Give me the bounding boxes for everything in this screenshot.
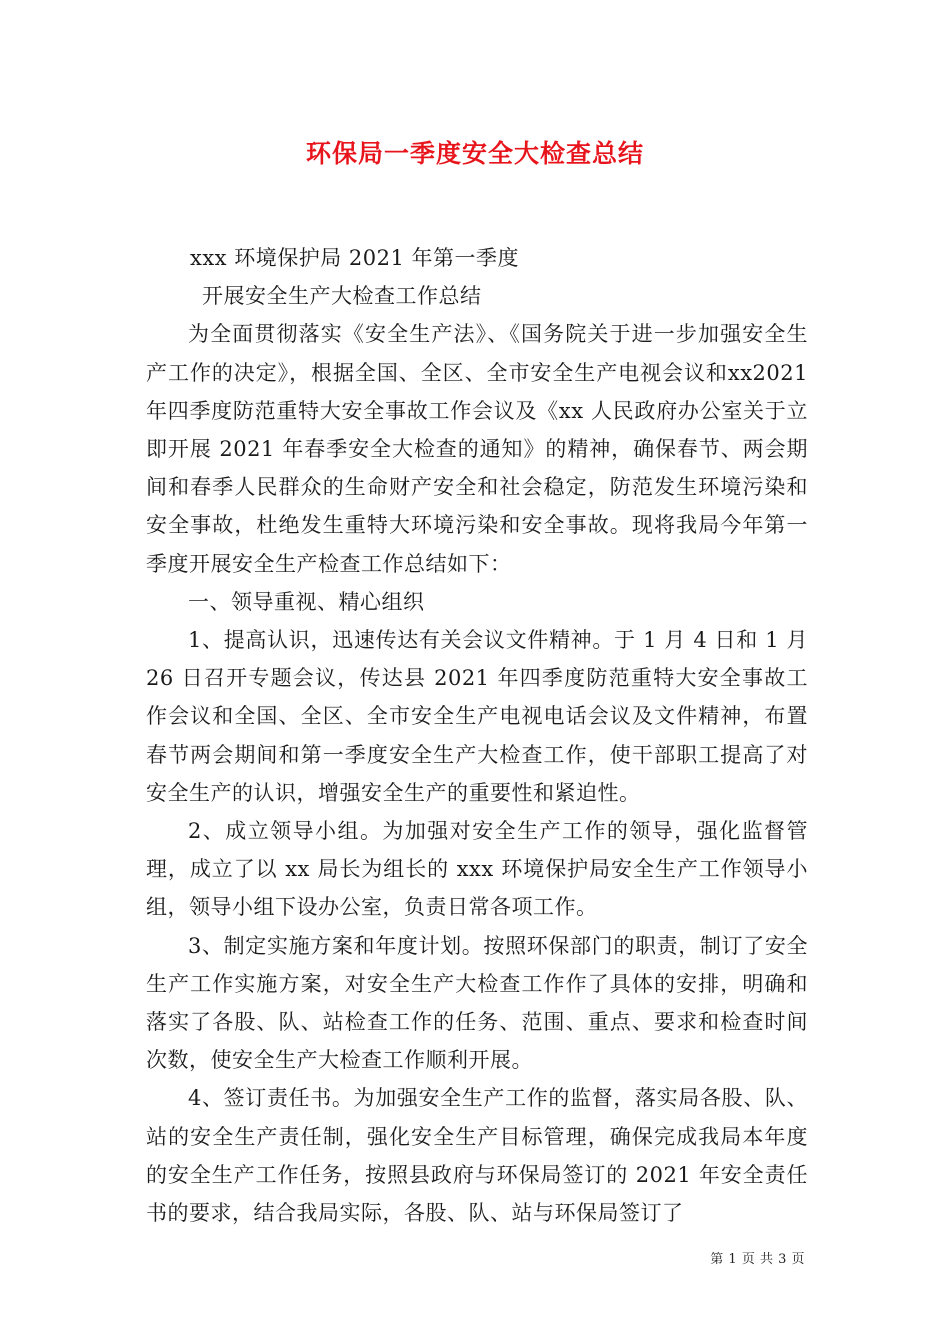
paragraph: 4、签订责任书。为加强安全生产工作的监督，落实局各股、队、站的安全生产责任制，强化安全生产目标管理，确保完成我局本年度的安全生产工作任务，按照县政府与环保局签订的 2021 年安全责任书的要求，结合我局实际，各股、队、站与环保局签订了: [146, 1086, 808, 1226]
document-body: [146, 239, 808, 1232]
paragraph: 为全面贯彻落实《安全生产法》、《国务院关于进一步加强安全生产工作的决定》，根据全国、全区、全市安全生产电视会议和xx2021 年四季度防范重特大安全事故工作会议及《xx 人民政府办公室关于立即开展 2021 年春季安全大检查的通知》的精神，确保春节、两会期间和春季人民群众的生命财产安全和社会稳定，防范发生环境污染和安全事故，杜绝发生重特大环境污染和安全事故。现将我局今年第一季度开展安全生产检查工作总结如下：: [146, 322, 808, 576]
page-number: 第 1 页 共 3 页: [710, 1252, 805, 1267]
paragraph: 3、制定实施方案和年度计划。按照环保部门的职责，制订了安全生产工作实施方案，对安全生产大检查工作作了具体的安排，明确和落实了各股、队、站检查工作的任务、范围、重点、要求和检查时间次数，使安全生产大检查工作顺利开展。: [146, 933, 808, 1073]
paragraph: 1、提高认识，迅速传达有关会议文件精神。于 1 月 4 日和 1 月 26 日召开专题会议，传达县 2021 年四季度防范重特大安全事故工作会议和全国、全区、全市安全生产电视电话会议及文件精神，布置春节两会期间和第一季度安全生产大检查工作，使干部职工提高了对安全生产的认识，增强安全生产的重要性和紧迫性。: [146, 628, 808, 805]
section-heading: 一、领导重视、精心组织: [188, 589, 425, 614]
paragraph: 2、成立领导小组。为加强对安全生产工作的领导，强化监督管理，成立了以 xx 局长为组长的 xxx 环境保护局安全生产工作领导小组，领导小组下设办公室，负责日常各项工作。: [146, 819, 808, 920]
intro-line-2: 开展安全生产大检查工作总结: [202, 284, 482, 309]
document-title: 环保局一季度安全大检查总结: [305, 139, 644, 168]
intro-line-1: xxx 环境保护局 2021 年第一季度: [190, 246, 519, 270]
